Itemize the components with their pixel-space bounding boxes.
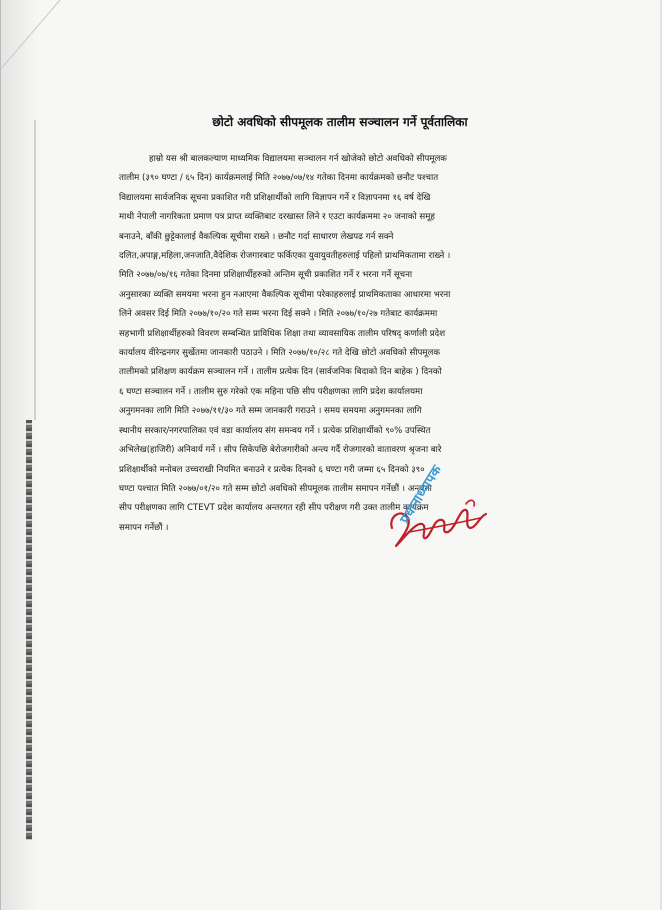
body-line: समापन गर्नेछौं ।: [119, 522, 169, 533]
handwritten-signature: [370, 488, 500, 568]
body-line: प्रशिक्षार्थीको मनोबल उच्चराखी नियमित बनाउने र प्रत्येक दिनको ६ घण्टा गरी जम्मा ६५ दिनको ३९०: [119, 464, 425, 475]
body-line: घण्टा पश्चात मिति २०७७/०१/२० गते सम्म छोटो अवधिको सीपमूलक तालीम समापन गर्नेछौं । अन्त्यमा: [119, 483, 432, 494]
scan-edge-stripe: [26, 420, 32, 840]
document-body: [119, 150, 615, 538]
body-line: कार्यालय वीरेन्द्रनगर सुर्खेतमा जानकारी पठाउने । मिति २०७७/१०/२८ गते देखि छोटो अवधिको सीपमूलक: [119, 348, 440, 359]
body-line: विद्यालयमा सार्वजनिक सूचना प्रकाशित गरी प्रशिक्षार्थीको लागि विज्ञापन गर्ने र विज्ञापनमा १६ वर्ष देखि: [119, 192, 431, 203]
body-line: ६ घण्टा सञ्चालन गर्ने । तालीम सुरु गरेको एक महिना पछि सीप परीक्षणका लागि प्रदेश कार्यालयमा: [119, 386, 423, 397]
principal-stamp: प्रधानाध्यापक: [397, 462, 446, 527]
body-line: स्थानीय सरकार/नगरपालिका एवं वडा कार्यालय संग समन्वय गर्ने । प्रत्येक प्रशिक्षार्थीको ९०% उपस्थित: [119, 425, 431, 436]
body-line: सहभागी प्रशिक्षार्थीहरुको विवरण सम्बन्धित प्राविधिक शिक्षा तथा व्यावसायिक तालीम परिषद् कर्णाली प्रदेश: [119, 328, 446, 339]
body-line: अनुसारका व्यक्ति समयमा भरना हुन नआएमा वैकल्पिक सूचीमा परेकाहरुलाई प्राथमिकताका आधारमा भरना: [119, 289, 451, 300]
body-line: मिति २०७७/०७/१६ गतेका दिनमा प्रशिक्षार्थीहरुको अन्तिम सूची प्रकाशित गर्ने र भरना गर्ने सूचना: [119, 270, 413, 281]
body-line: बनाउने, बाँकी छुट्टेकालाई वैकल्पिक सूचीमा राख्ने । छनौट गर्दा साधारण लेखपढ गर्न सक्ने: [119, 231, 394, 242]
body-line: सीप परीक्षणका लागि CTEVT प्रदेश कार्यालय अन्तरगत रही सीप परीक्षण गरी उक्त तालीम कार्यक्रम: [119, 503, 429, 514]
body-line: अनुगमनका लागि मिति २०७७/११/३० गते सम्म जानकारी गराउने । समय समयमा अनुगमनका लागि: [119, 406, 422, 417]
body-line: दलित,अपाङ्ग,महिला,जनजाति,वैदेशिक रोजगारबाट फर्किएका युवायुवतीहरुलाई पहिलो प्राथमिकतामा राख्ने ।: [119, 251, 451, 262]
body-line: तालीम (३९० घण्टा / ६५ दिन) कार्यक्रमलाई मिति २०७७/०७/१४ गतेका दिनमा कार्यक्रमको छनौट पश्चात: [119, 173, 439, 184]
scan-edge-line: [34, 120, 36, 420]
body-line: लिने अवसर दिई मिति २०७७/१०/२० गते सम्म भरना दिई सक्ने । मिति २०७७/१०/२७ गतेबाट कार्यक्रममा: [119, 309, 438, 320]
document-title: छोटो अवधिको सीपमूलक तालीम सञ्चालन गर्ने पूर्वतालिका: [212, 115, 468, 129]
body-line: अभिलेख(हाजिरी) अनिवार्य गर्ने । सीप सिकेपछि बेरोजगारीको अन्त्य गर्दै रोजगारको वातावरण श्रृजना बारे: [119, 445, 442, 456]
body-line: तालीमको प्रशिक्षण कार्यक्रम सञ्चालन गर्ने । तालीम प्रत्येक दिन (सार्वजनिक बिदाको दिन बाहेक ) दिनको: [119, 367, 442, 378]
body-line: हाम्रो यस श्री बालकल्याण माध्यमिक विद्यालयमा सञ्चालन गर्न खोजेको छोटो अवधिको सीपमूलक: [149, 154, 447, 164]
body-line: माथी नेपाली नागरिकता प्रमाण पत्र प्राप्त व्यक्तिबाट दरखास्त लिने र एउटा कार्यक्रममा २० जनाको समूह: [119, 212, 435, 223]
